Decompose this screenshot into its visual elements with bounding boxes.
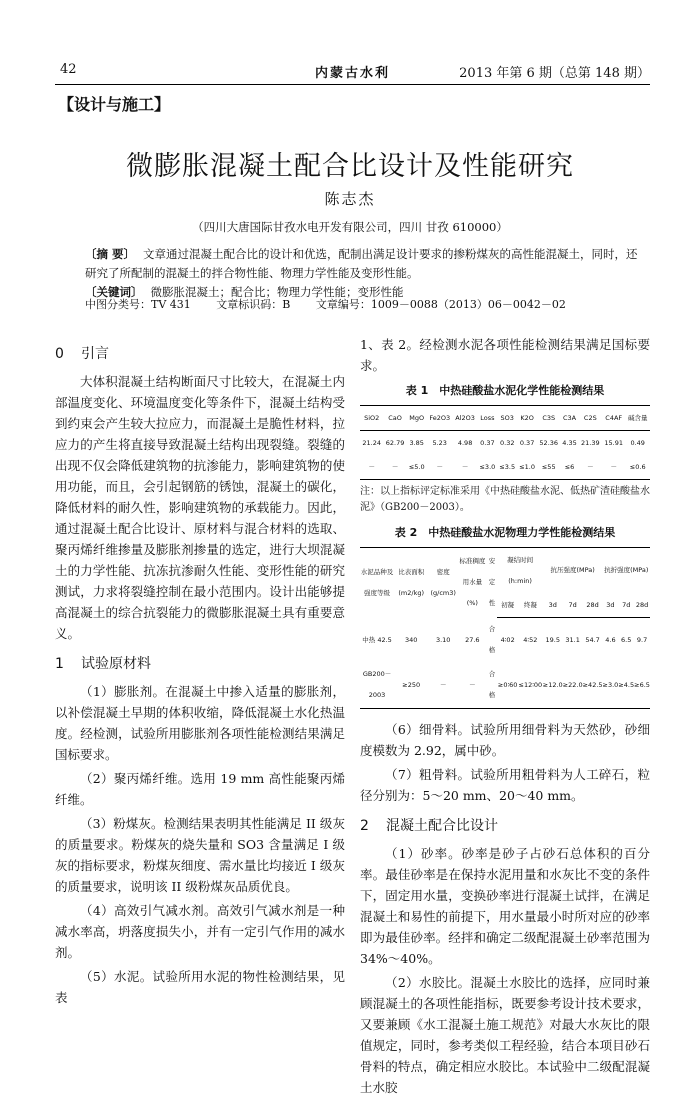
document-code: 文章标识码：B <box>216 298 291 311</box>
page-header <box>55 62 650 80</box>
table-1-caption: 表 1 中热硅酸盐水泥化学性能检测结果 <box>405 384 605 397</box>
table-row: GB200－2003 ≥250 － － 合格 ≥0∶60 ≤12∶00 ≥12.0 ≥22.0 ≥42.5 ≥3.0 ≥4.5 ≥6.5 <box>362 670 650 699</box>
table-header-row: SiO2 CaO MgO Fe2O3 Al2O3 Loss SO3 K2O C3S C3A C2S C4AF 碱含量 <box>360 406 650 431</box>
abstract-text: 文章通过混凝土配合比的设计和优选，配制出满足设计要求的掺粉煤灰的高性能混凝土，同时，还研究了所配制的混凝土的拌合物性能、物理力学性能及变形性能。 <box>85 247 638 280</box>
section-tag: 【设计与施工】 <box>58 95 171 114</box>
right-column <box>360 334 650 1101</box>
left-column <box>55 340 345 1011</box>
material-item: （2）聚丙烯纤维。选用 19 mm 高性能聚丙烯纤维。 <box>55 771 345 807</box>
header-rule <box>55 84 650 85</box>
table-subheader-row: 初凝 终凝 3d 7d 28d 3d 7d 28d <box>360 593 650 618</box>
material-item: （4）高效引气减水剂。高效引气减水剂是一种减水率高，坍落度损失小，并有一定引气作用的减水剂。 <box>55 903 345 960</box>
table-2 <box>360 547 650 709</box>
article-title: 微膨胀混凝土配合比设计及性能研究 <box>126 151 574 182</box>
section-0-heading: 0 引言 <box>55 346 109 362</box>
material-item: （6）细骨料。试验所用细骨料为天然砂，砂细度模数为 2.92，属中砂。 <box>360 721 650 758</box>
keywords-text: 微膨胀混凝土；配合比；物理力学性能；变形性能 <box>150 285 404 299</box>
abstract <box>85 245 645 283</box>
table-1 <box>360 405 650 480</box>
table-1-note: 注：以上指标评定标准采用《中热硅酸盐水泥、低热矿渣硅酸盐水泥》（GB200－2003）。 <box>360 486 650 513</box>
keywords-label: 〔关键词〕 <box>85 285 143 299</box>
material-item: （7）粗骨料。试验所用粗骨料为人工碎石，粒径分别为：5～20 mm、20～40 mm。 <box>360 766 650 803</box>
abstract-block <box>85 245 645 302</box>
material-item: （1）膨胀剂。在混凝土中掺入适量的膨胀剂，以补偿混凝土早期的体积收缩，降低混凝土水化热温度。经检测，试验所用膨胀剂各项性能检测结果满足国标要求。 <box>55 684 345 762</box>
article-number: 文章编号：1009－0088（2013）06－0042－02 <box>315 298 566 311</box>
clc-number: 中图分类号：TV 431 <box>85 298 191 311</box>
material-item: （5）水泥。试验所用水泥的物性检测结果，见表 <box>55 969 345 1005</box>
section-1-heading: 1 试验原材料 <box>55 656 151 672</box>
table-header-row: 水泥品种及强度等级 比表面积(m2/kg) 密度(g/cm3) 标准稠度用水量(%) 安定性 凝结时间(h:min) 抗压强度(MPa) 抗折强度(MPa) <box>360 555 649 608</box>
material-item: （3）粉煤灰。检测结果表明其性能满足 II 级灰的质量要求。粉煤灰的烧失量和 SO3 含量满足 I 级灰的指标要求，粉煤灰细度、需水量比均接近 I 级灰的质量要求，说明该 II 级粉煤灰品质优良。 <box>55 816 345 894</box>
table-row: 21.24 62.79 3.85 5.23 4.98 0.37 0.32 0.37 52.36 4.35 21.39 15.91 0.49 <box>362 438 645 447</box>
article-meta <box>85 296 588 312</box>
table-row: － － ≤5.0 － － ≤3.0 ≤3.5 ≤1.0 ≤55 ≤6 － － ≤0.6 <box>368 462 646 471</box>
design-item: （1）砂率。砂率是砂子占砂石总体积的百分率。最佳砂率是在保持水泥用量和水灰比不变的条件下，固定用水量，变换砂率进行混凝土试拌，在满足混凝土和易性的前提下，用水量最小时所对应的砂率即为最佳砂率。经拌和确定二级配混凝土砂率范围为 34%～40%。 <box>360 845 650 966</box>
section-2-heading: 2 混凝土配合比设计 <box>360 817 498 834</box>
journal-name: 内蒙古水利 <box>314 66 390 81</box>
intro-paragraph: 大体积混凝土结构断面尺寸比较大，在混凝土内部温度变化、环境温度变化等条件下，混凝土结构受到约束会产生较大拉应力，而混凝土是脆性材料，拉应力的产生将直接导致混凝土结构出现裂缝。裂缝的出现不仅会降低建筑物的抗渗能力，影响建筑物的使用功能，而且，会引起钢筋的锈蚀，混凝土的碳化，降低材料的耐久性，影响建筑物的承载能力。因此，通过混凝土配合比设计、原材料与混合材料的选取、聚丙烯纤维掺量及膨胀剂掺量的选定，进行大坝混凝土的力学性能、抗冻抗渗耐久性能、变形性能的研究测试，力求将裂缝控制在最小范围内。设计出能够提高混凝土的综合抗裂能力的微膨胀混凝土具有重要意义。 <box>55 374 345 641</box>
author: 陈志杰 <box>324 190 376 208</box>
page-number: 42 <box>60 62 77 77</box>
affiliation: （四川大唐国际甘孜水电开发有限公司，四川 甘孜 610000） <box>192 220 508 234</box>
abstract-label: 〔摘 要〕 <box>85 247 136 261</box>
table-2-caption: 表 2 中热硅酸盐水泥物理力学性能检测结果 <box>394 526 616 539</box>
issue-info: 2013 年第 6 期（总第 148 期） <box>459 66 650 81</box>
table-row: 中热 42.5 340 3.10 27.6 合格 4∶02 4∶52 19.5 31.1 54.7 4.6 6.5 9.7 <box>362 625 648 654</box>
design-item: （2）水胶比。混凝土水胶比的选择，应同时兼顾混凝土的各项性能指标，既要参考设计技术要求，又要兼顾《水工混凝土施工规范》对最大水灰比的限值规定，同时，参考类似工程经验，结合本项目砂石骨料的特点，确定相应水胶比。本试验中二级配混凝土水胶 <box>360 974 650 1095</box>
continued-text: 1、表 2。经检测水泥各项性能检测结果满足国标要求。 <box>360 337 650 373</box>
